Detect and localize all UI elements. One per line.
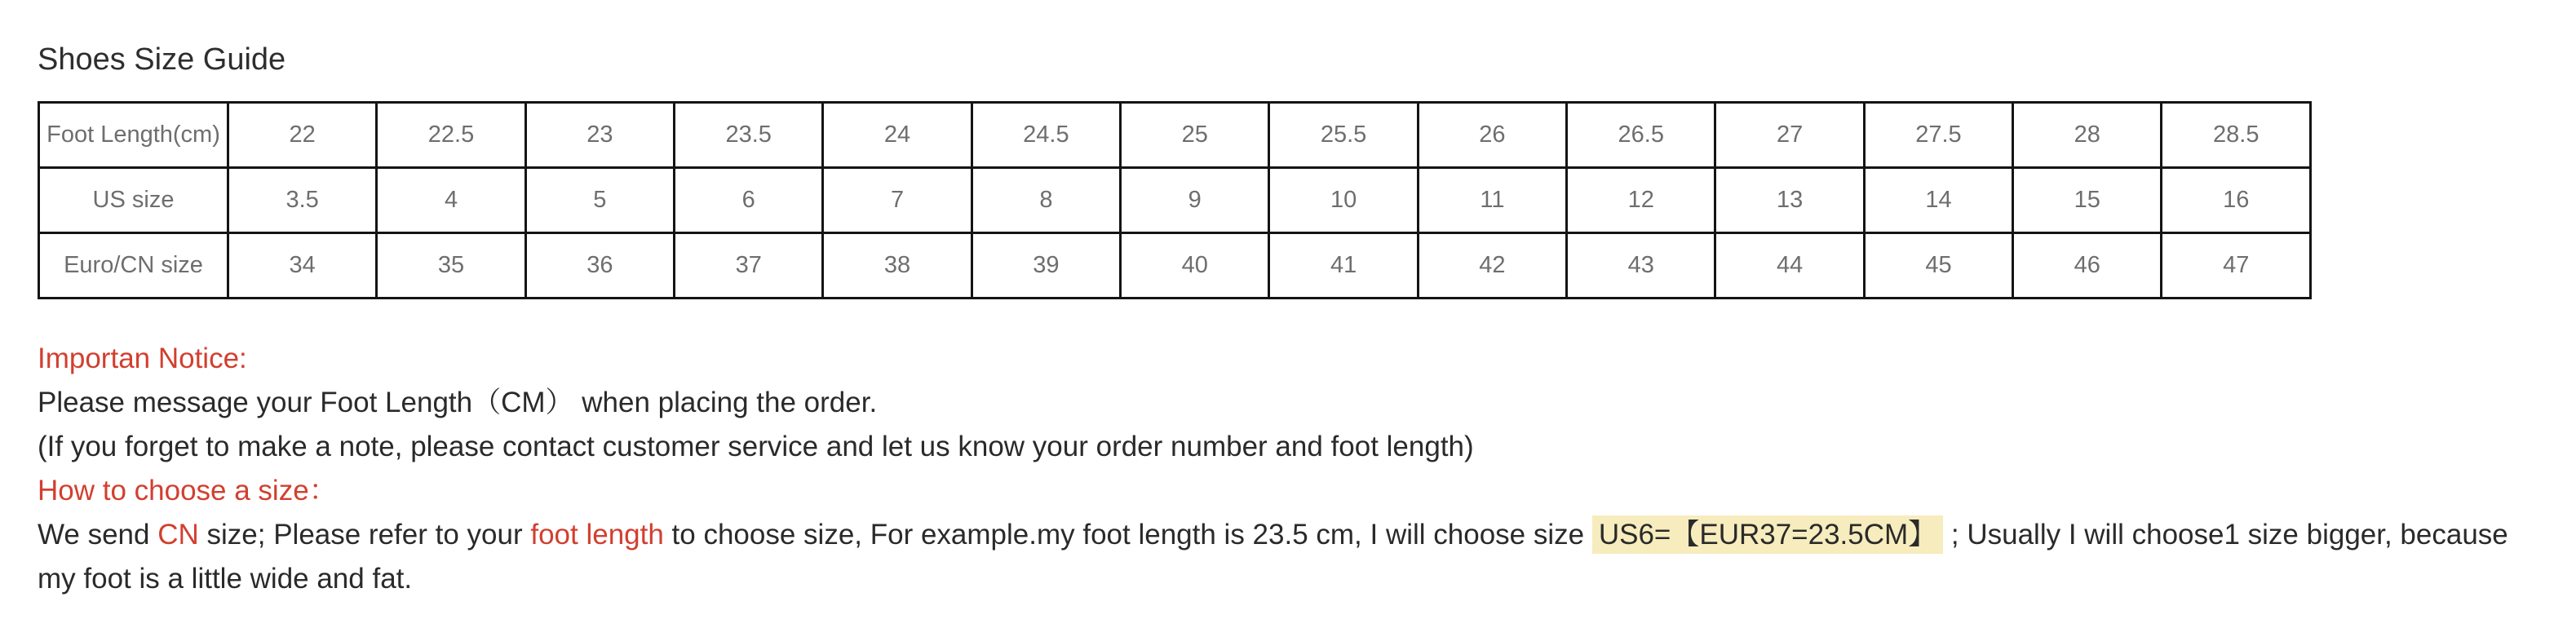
size-table-row [39, 168, 2311, 233]
size-table-row [39, 233, 2311, 299]
size-value-cell: 22 [228, 103, 377, 168]
how-to-choose-heading: How to choose a size： [38, 475, 338, 506]
size-value-cell: 25.5 [1269, 103, 1418, 168]
size-value-cell: 15 [2013, 168, 2162, 233]
size-value-cell: 37 [675, 233, 823, 299]
size-value-cell: 34 [228, 233, 377, 299]
size-value-cell: 14 [1864, 168, 2012, 233]
size-value-cell: 26 [1418, 103, 1566, 168]
size-value-cell: 3.5 [228, 168, 377, 233]
size-value-cell: 11 [1418, 168, 1566, 233]
size-value-cell: 43 [1567, 233, 1715, 299]
important-notice-heading: Importan Notice: [38, 343, 247, 374]
size-value-cell: 25 [1121, 103, 1269, 168]
size-value-cell: 12 [1567, 168, 1715, 233]
size-value-cell: 8 [972, 168, 1120, 233]
size-value-cell: 42 [1418, 233, 1566, 299]
size-value-cell: 47 [2162, 233, 2311, 299]
size-value-cell: 27.5 [1864, 103, 2012, 168]
size-value-cell: 24 [823, 103, 972, 168]
howto-text: We send [38, 519, 158, 551]
size-table-row [39, 103, 2311, 168]
howto-text: size; Please refer to your [198, 519, 531, 551]
size-value-cell: 45 [1864, 233, 2012, 299]
foot-length-red-text: foot length [530, 519, 664, 551]
row-header-cell: Foot Length(cm) [39, 103, 228, 168]
size-conversion-table [38, 101, 2312, 299]
size-value-cell: 26.5 [1567, 103, 1715, 168]
size-value-cell: 44 [1715, 233, 1864, 299]
size-value-cell: 41 [1269, 233, 1418, 299]
size-value-cell: 22.5 [377, 103, 525, 168]
row-header-cell: US size [39, 168, 228, 233]
size-value-cell: 9 [1121, 168, 1269, 233]
size-value-cell: 24.5 [972, 103, 1120, 168]
size-value-cell: 28.5 [2162, 103, 2311, 168]
notice-line-forget-note: (If you forget to make a note, please contact customer service and let us know your order number and foot length) [38, 431, 1474, 462]
size-value-cell: 23.5 [675, 103, 823, 168]
size-value-cell: 39 [972, 233, 1120, 299]
size-value-cell: 35 [377, 233, 525, 299]
size-value-cell: 28 [2013, 103, 2162, 168]
notice-section [38, 337, 2538, 601]
size-table-body [39, 103, 2311, 299]
howto-text: ; Usually I will choose1 size bigger, because [1943, 519, 2508, 551]
size-value-cell: 6 [675, 168, 823, 233]
size-value-cell: 23 [525, 103, 674, 168]
highlighted-size-example: US6=【EUR37=23.5CM】 [1592, 515, 1943, 554]
size-value-cell: 13 [1715, 168, 1864, 233]
size-value-cell: 4 [377, 168, 525, 233]
size-value-cell: 46 [2013, 233, 2162, 299]
size-value-cell: 40 [1121, 233, 1269, 299]
size-value-cell: 5 [525, 168, 674, 233]
notice-line-message-foot-length: Please message your Foot Length（CM） when placing the order. [38, 387, 878, 418]
size-value-cell: 36 [525, 233, 674, 299]
size-value-cell: 10 [1269, 168, 1418, 233]
size-value-cell: 38 [823, 233, 972, 299]
howto-text: my foot is a little wide and fat. [38, 563, 413, 595]
page-title: Shoes Size Guide [38, 42, 286, 77]
size-value-cell: 27 [1715, 103, 1864, 168]
cn-red-text: CN [157, 519, 199, 551]
size-value-cell: 7 [823, 168, 972, 233]
howto-text: to choose size, For example.my foot length is 23.5 cm, I will choose size [663, 519, 1592, 551]
how-to-choose-paragraph [38, 513, 2538, 601]
row-header-cell: Euro/CN size [39, 233, 228, 299]
size-value-cell: 16 [2162, 168, 2311, 233]
